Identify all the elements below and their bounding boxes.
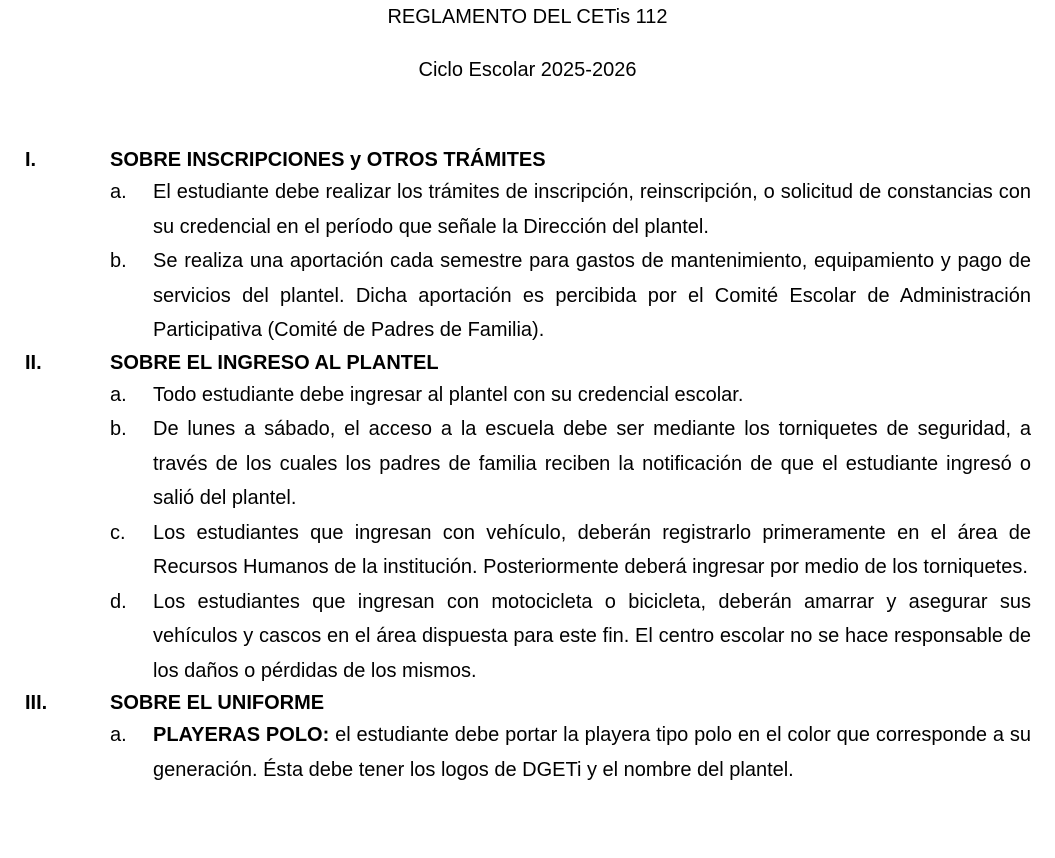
item-letter: d.: [110, 590, 127, 613]
section-heading: [0, 348, 1055, 378]
section-number: III.: [25, 692, 48, 714]
document-subtitle: Ciclo Escolar 2025-2026: [418, 59, 637, 81]
section-ingreso: [0, 348, 1055, 689]
item-letter: c.: [110, 521, 126, 544]
section-heading: [0, 688, 1055, 718]
item-letter: a.: [110, 383, 127, 406]
item-letter: a.: [110, 724, 127, 746]
item-letter: a.: [110, 181, 127, 203]
list-item: [0, 718, 1055, 787]
item-body: el estudiante debe portar la playera tipo polo en el color que corresponde a su generación. Ésta debe tener los logos de DGETi y el nombre del plantel.: [153, 724, 1031, 781]
section-uniforme: [0, 688, 1055, 787]
item-text: Los estudiantes que ingresan con vehículo, deberán registrarlo primeramente en el área de Recursos Humanos de la institución. Posteriormente deberá ingresar por medio de los torniquetes.: [153, 521, 1031, 578]
item-text: El estudiante debe realizar los trámites de inscripción, reinscripción, o solicitud de constancias con su credencial en el período que señale la Dirección del plantel.: [153, 181, 1031, 238]
list-item: [0, 412, 1055, 516]
section-number: II.: [25, 351, 42, 374]
item-text: Los estudiantes que ingresan con motocicleta o bicicleta, deberán amarrar y asegurar sus vehículos y cascos en el área dispuesta para este fin. El centro escolar no se hace responsable de los daños o pérdidas de los mismos.: [153, 590, 1031, 682]
list-item: [0, 244, 1055, 348]
section-number: I.: [25, 149, 37, 171]
section-title: SOBRE EL UNIFORME: [110, 692, 325, 714]
section-title: SOBRE INSCRIPCIONES y OTROS TRÁMITES: [110, 149, 546, 171]
list-item: [0, 378, 1055, 413]
list-item: [0, 175, 1055, 244]
list-item: [0, 585, 1055, 689]
item-text: De lunes a sábado, el acceso a la escuela debe ser mediante los torniquetes de seguridad, a través de los cuales los padres de familia reciben la notificación de que el estudiante ingresó o salió del plantel.: [153, 418, 1031, 509]
section-inscripciones: [0, 145, 1055, 348]
sections-list: [0, 145, 1055, 787]
item-text: Se realiza una aportación cada semestre para gastos de mantenimiento, equipamiento y pago de servicios del plantel. Dicha aportación es percibida por el Comité Escolar de Administración Participativa (Comité de Padres de Familia).: [153, 250, 1031, 341]
item-text-with-lead: [153, 718, 1031, 787]
list-item: [0, 516, 1055, 585]
item-lead: PLAYERAS POLO:: [153, 724, 330, 746]
item-text: Todo estudiante debe ingresar al plantel con su credencial escolar.: [153, 383, 744, 406]
section-title: SOBRE EL INGRESO AL PLANTEL: [110, 351, 439, 374]
section-heading: [0, 145, 1055, 175]
item-letter: b.: [110, 250, 127, 272]
document-title: REGLAMENTO DEL CETis 112: [387, 6, 668, 28]
item-letter: b.: [110, 418, 127, 440]
